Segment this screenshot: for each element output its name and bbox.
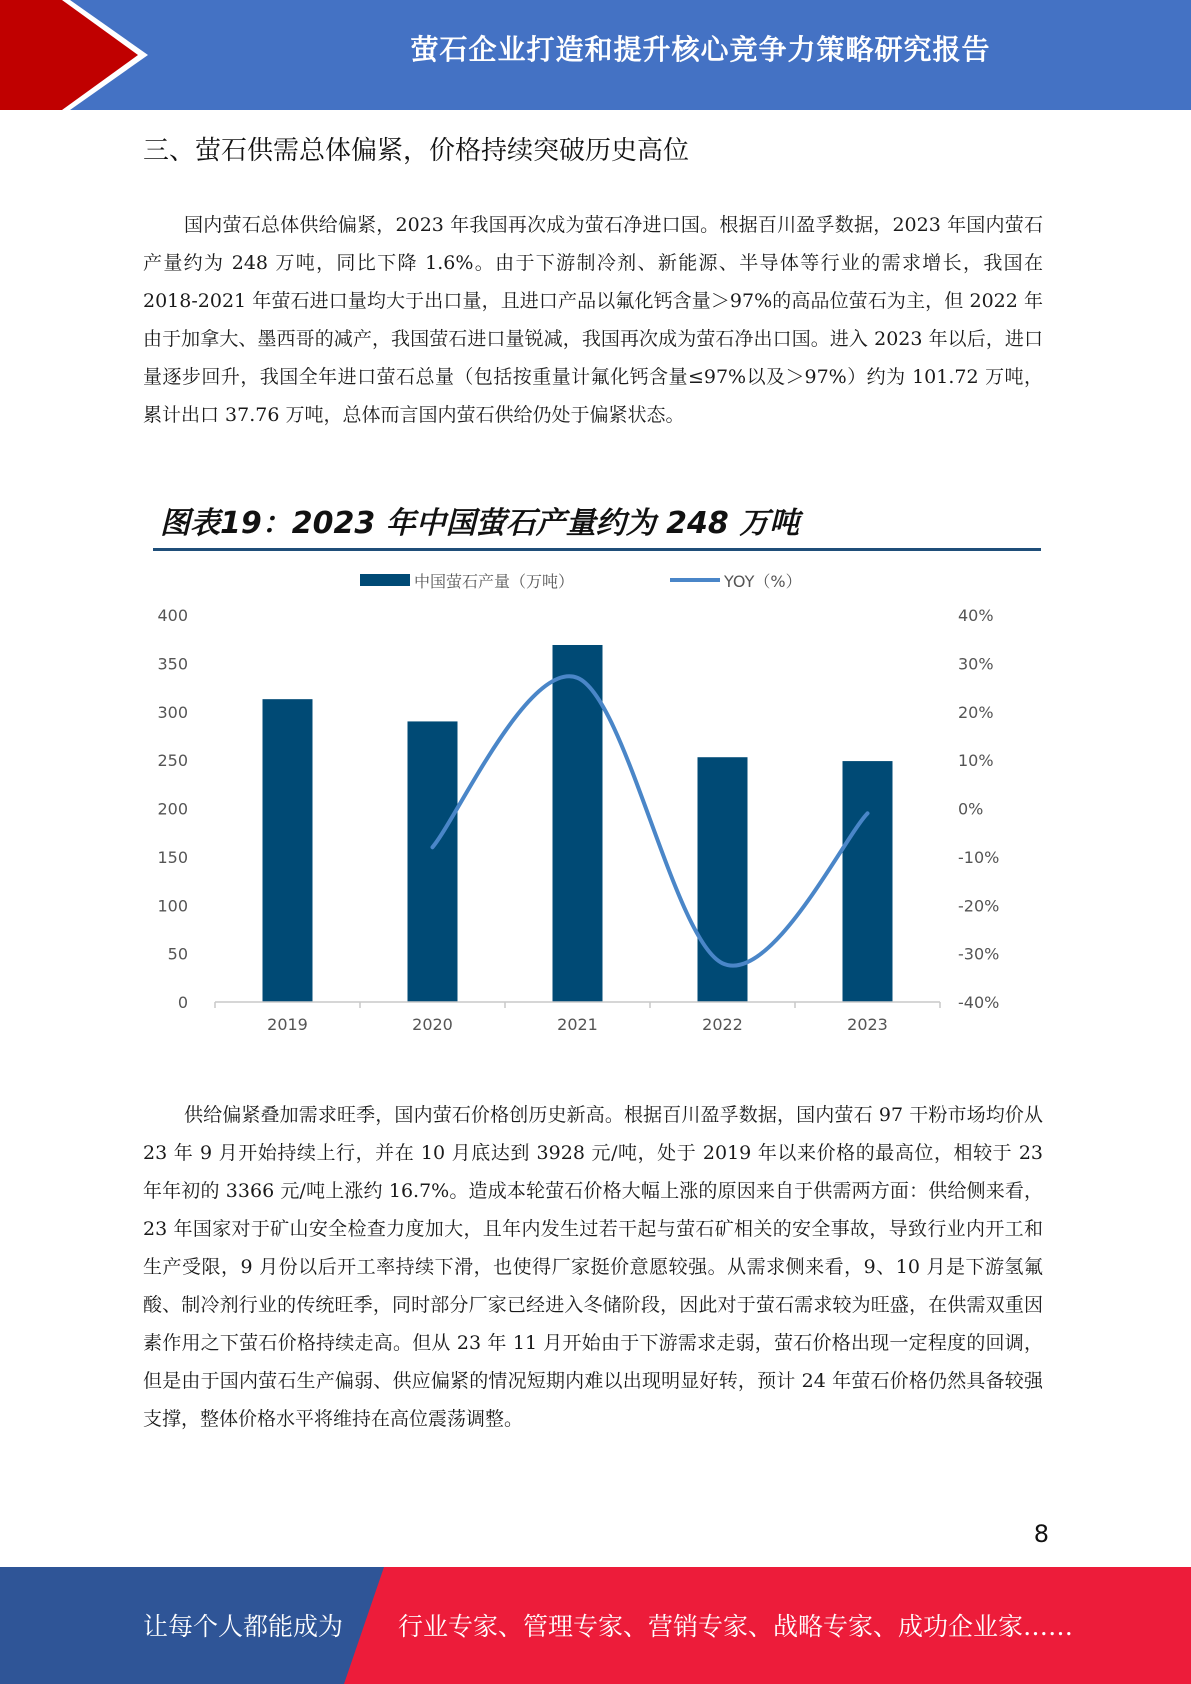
report-title: 萤石企业打造和提升核心竞争力策略研究报告: [410, 33, 991, 66]
y-right-tick-label: 30%: [958, 654, 994, 674]
y-right-tick-label: -10%: [958, 847, 1000, 867]
y-right-tick-label: -40%: [958, 993, 1000, 1012]
production-chart: [150, 560, 1050, 1050]
body-paragraph-1: 国内萤石总体供给偏紧，2023 年我国再次成为萤石净进口国。根据百川盈孚数据，2023 年国内萤石产量约为 248 万吨，同比下降 1.6%。由于下游制冷剂、新能源、半导体等行业的需求增长，我国在 2018-2021 年萤石进口量均大于出口量，且进口产品以氟化钙含量＞97%的高品位萤石为主，但 2022 年由于加拿大、墨西哥的减产，我国萤石进口量锐减，我国再次成为萤石净出口国。进入 2023 年以后，进口量逐步回升，我国全年进口萤石总量（包括按重量计氟化钙含量≤97%以及＞97%）约为 101.72 万吨，累计出口 37.76 万吨，总体而言国内萤石供给仍处于偏紧状态。: [143, 214, 1043, 426]
legend-label-yoy: YOY（%）: [724, 572, 802, 591]
page-number: 8: [1033, 1520, 1049, 1548]
yoy-line-series: [432, 676, 867, 965]
y-right-tick-label: -30%: [958, 944, 1000, 964]
bar-2019: [263, 699, 313, 1002]
y-right-tick-label: -20%: [958, 896, 1000, 916]
figure-title: 图表19：2023 年中国萤石产量约为 248 万吨: [160, 506, 800, 541]
y-left-tick-label: 0: [177, 993, 188, 1012]
y-left-tick-label: 200: [157, 799, 188, 819]
bar-2020: [408, 721, 458, 1002]
section-heading: 三、萤石供需总体偏紧，价格持续突破历史高位: [143, 136, 690, 166]
footer-slogan-left: 让每个人都能成为: [143, 1612, 344, 1641]
y-right-tick-label: 40%: [958, 606, 994, 625]
y-left-tick-label: 350: [157, 654, 188, 674]
y-left-tick-label: 100: [157, 896, 188, 916]
x-tick-label: 2019: [267, 1015, 308, 1034]
y-right-tick-label: 0%: [958, 799, 984, 819]
legend-bar-swatch: [360, 574, 410, 586]
x-tick-label: 2020: [412, 1015, 453, 1034]
x-tick-label: 2023: [847, 1015, 888, 1034]
y-axis-left: [157, 606, 188, 1012]
y-left-tick-label: 400: [157, 606, 188, 625]
bar-2023: [843, 761, 893, 1002]
y-left-tick-label: 150: [157, 847, 188, 867]
y-left-tick-label: 250: [157, 751, 188, 771]
x-tick-label: 2021: [557, 1015, 598, 1034]
y-axis-right: [958, 606, 999, 1012]
y-right-tick-label: 20%: [958, 702, 994, 722]
x-tick-label: 2022: [702, 1015, 743, 1034]
bar-series: [263, 645, 893, 1002]
y-right-tick-label: 10%: [958, 751, 994, 771]
bar-2021: [553, 645, 603, 1002]
figure-title-rule: [153, 548, 1041, 551]
footer-slogan-right: 行业专家、管理专家、营销专家、战略专家、成功企业家……: [398, 1612, 1074, 1641]
page-header: [0, 0, 1191, 110]
y-left-tick-label: 300: [157, 702, 188, 722]
legend-label-production: 中国萤石产量（万吨）: [414, 572, 575, 591]
page-footer: [0, 1567, 1191, 1684]
y-left-tick-label: 50: [167, 944, 188, 964]
body-paragraph-2: 供给偏紧叠加需求旺季，国内萤石价格创历史新高。根据百川盈孚数据，国内萤石 97 干粉市场均价从 23 年 9 月开始持续上行，并在 10 月底达到 3928 元/吨，处于 2019 年以来价格的最高位，相较于 23 年年初的 3366 元/吨上涨约 16.7%。造成本轮萤石价格大幅上涨的原因来自于供需两方面：供给侧来看，23 年国家对于矿山安全检查力度加大，且年内发生过若干起与萤石矿相关的安全事故，导致行业内开工和生产受限，9 月份以后开工率持续下滑，也使得厂家挺价意愿较强。从需求侧来看，9、10 月是下游氢氟酸、制冷剂行业的传统旺季，同时部分厂家已经进入冬储阶段，因此对于萤石需求较为旺盛，在供需双重因素作用之下萤石价格持续走高。但从 23 年 11 月开始由于下游需求走弱，萤石价格出现一定程度的回调，但是由于国内萤石生产偏弱、供应偏紧的情况短期内难以出现明显好转，预计 24 年萤石价格仍然具备较强支撑，整体价格水平将维持在高位震荡调整。: [143, 1104, 1043, 1430]
yoy-line: [433, 676, 868, 965]
chart-legend: [360, 572, 802, 591]
x-axis: [215, 1002, 940, 1034]
